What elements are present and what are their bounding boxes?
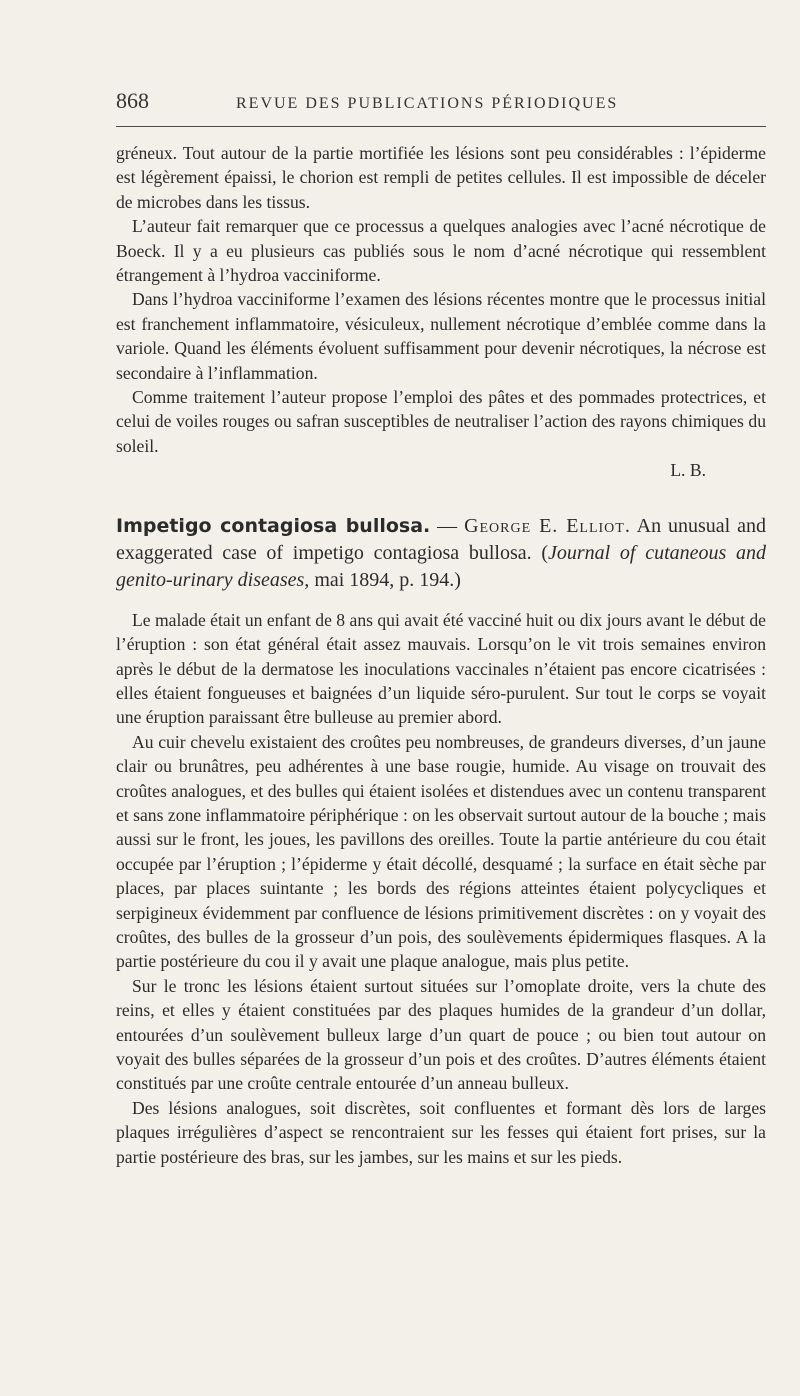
- article-title: Impetigo contagiosa bullosa.: [116, 514, 431, 537]
- paragraph: gréneux. Tout autour de la partie mortifiée les lésions sont peu considérables : l’épiderme est légèrement épaissi, le chorion est rempli de petites cellules. Il est impossible de déceler de microbes dans les tissus.: [116, 143, 766, 212]
- journal-name: Journal of cutaneous and genito-urinary diseases,: [116, 541, 766, 591]
- paragraph: Au cuir chevelu existaient des croûtes peu nombreuses, de grandeurs diverses, d’un jaune clair ou brunâtres, peu adhérentes à une base rougie, humide. Au visage on trouvait des croûtes analogues, et des bulles qui étaient isolées et distendues avec un contenu transparent et sans zone inflammatoire périphérique : on les observait surtout autour de la bouche ; mais aussi sur le front, les joues, les pavillons des oreilles. Toute la partie antérieure du cou était occupée par l’éruption ; l’épiderme y était décollé, desquamé ; la surface en était sèche par places, par places suintante ; les bords des régions atteintes étaient polycycliques et serpigineux évidemment par confluence de lésions primitivement discrètes : on y voyait des croûtes, des bulles de la grosseur d’un pois, des soulèvements épidermiques flasques. A la partie postérieure du cou il y avait une plaque analogue, mais plus petite.: [116, 731, 766, 972]
- page-content: [116, 88, 766, 1169]
- paragraph: Des lésions analogues, soit discrètes, soit confluentes et formant dès lors de larges plaques irrégulières d’aspect se rencontraient sur les fesses qui étaient fort prises, sur la partie postérieure des bras, sur les jambes, sur les mains et sur les pieds.: [116, 1097, 766, 1167]
- review-signature: L. B.: [670, 460, 706, 481]
- article-body: [116, 608, 766, 1169]
- paragraph: L’auteur fait remarquer que ce processus a quelques analogies avec l’acné nécrotique de Boeck. Il y a eu plusieurs cas publiés sous le nom d’acné nécrotique qui ressemblent étrangement à l’hydroa vacciniforme.: [116, 216, 766, 286]
- previous-article: [116, 141, 766, 483]
- article-author: George E. Elliot.: [464, 514, 631, 537]
- page-number: 868: [116, 88, 149, 113]
- paragraph: Comme traitement l’auteur propose l’emploi des pâtes et des pommades protectrices, et celui de voiles rouges ou safran susceptibles de neutraliser l’action des rayons chimiques du soleil.: [116, 387, 766, 456]
- heading-dash: —: [430, 514, 465, 537]
- paragraph: Le malade était un enfant de 8 ans qui avait été vacciné huit ou dix jours avant le début de l’éruption : son état général était assez mauvais. Lorsqu’on le vit trois semaines environ après le début de la dermatose les inoculations vaccinales n’étaient pas encore cicatrisées : elles étaient fongueuses et baignées d’un liquide séro-purulent. Sur tout le corps se voyait une éruption paraissant être bulleuse au premier abord.: [116, 609, 766, 728]
- paragraph: Dans l’hydroa vacciniforme l’examen des lésions récentes montre que le processus initial est franchement inflammatoire, vésiculeux, nullement nécrotique d’emblée comme dans la variole. Quand les éléments évoluent suffisamment pour devenir nécrotiques, la nécrose est secondaire à l’inflammation.: [116, 289, 766, 383]
- running-head: [116, 88, 766, 127]
- article-heading: [116, 513, 766, 594]
- paragraph: Sur le tronc les lésions étaient surtout situées sur l’omoplate droite, vers la chute des reins, et elles y étaient constituées par des plaques humides de la grandeur d’un dollar, entourées d’un soulèvement bulleux large d’un quart de pouce ; ou bien tout autour on voyait des bulles séparées de la grosseur d’un pois et des croûtes. D’autres éléments étaient constitués par une croûte centrale entourée d’un anneau bulleux.: [116, 975, 766, 1094]
- signature-line: [116, 458, 766, 482]
- citation: mai 1894, p. 194.): [309, 568, 461, 591]
- english-title: An unusual and exaggerated case of impetigo contagiosa bullosa. (: [116, 514, 766, 564]
- journal-title: REVUE DES PUBLICATIONS PÉRIODIQUES: [236, 95, 619, 112]
